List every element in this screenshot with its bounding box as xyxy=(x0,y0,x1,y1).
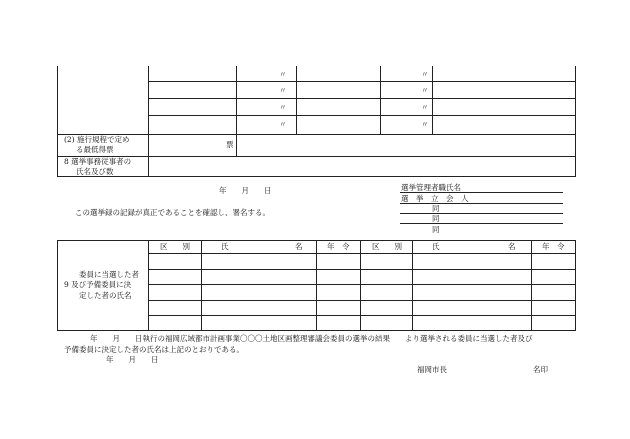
same-label: 同 xyxy=(432,214,440,223)
ditto-mark: 〃 xyxy=(421,70,429,79)
footer-statement: 年 月 日執行の福岡広域都市計画事業〇〇〇土地区画整理審議会委員の選挙の結果 より選挙される委員に当選した者及び xyxy=(90,334,533,343)
footer-date: 年 月 日 xyxy=(106,355,159,364)
footer-statement: 予備委員に決定した者の氏名は上記のとおりである。 xyxy=(64,345,244,354)
cert-statement: この選挙録の記録が真正であることを確認し、署名する。 xyxy=(75,208,270,217)
min-votes-label: (2) 施行規程で定め xyxy=(64,135,130,144)
votes-unit: 票 xyxy=(226,140,234,149)
signature-line xyxy=(400,203,563,204)
header-name-left: 氏 xyxy=(432,242,440,251)
header-name-right: 名 xyxy=(295,242,303,251)
winners-label: 定した者の氏名 xyxy=(79,291,132,300)
ditto-mark: 〃 xyxy=(421,103,429,112)
header-age: 年 令 xyxy=(542,242,565,251)
signature-line xyxy=(400,213,563,214)
header-age: 年 令 xyxy=(327,242,350,251)
same-label: 同 xyxy=(432,225,440,234)
ditto-mark: 〃 xyxy=(421,120,429,129)
ditto-mark: 〃 xyxy=(279,86,287,95)
header-category: 区 別 xyxy=(160,242,190,251)
ditto-mark: 〃 xyxy=(279,103,287,112)
mayor-label: 福岡市長 xyxy=(417,365,447,374)
cert-date: 年 月 日 xyxy=(219,186,272,195)
signature-line xyxy=(400,223,563,224)
signature-line xyxy=(400,192,563,193)
winners-label: 委員に当選した者 xyxy=(79,270,139,279)
ditto-mark: 〃 xyxy=(279,120,287,129)
winners-label: 9 及び予備委員に決 xyxy=(64,280,132,289)
ditto-mark: 〃 xyxy=(279,70,287,79)
staff-label: 氏名及び数 xyxy=(76,167,114,176)
ditto-mark: 〃 xyxy=(421,86,429,95)
seal-label: 名印 xyxy=(533,365,548,374)
manager-label: 選挙管理者職氏名 xyxy=(401,183,461,192)
min-votes-label: る最低得票 xyxy=(76,145,114,154)
header-category: 区 別 xyxy=(372,242,402,251)
header-name-right: 名 xyxy=(508,242,516,251)
witness-label: 選 挙 立 会 人 xyxy=(401,194,469,203)
staff-label: 8 選挙事務従事者の xyxy=(64,157,132,166)
header-name-left: 氏 xyxy=(221,242,229,251)
same-label: 同 xyxy=(432,204,440,213)
